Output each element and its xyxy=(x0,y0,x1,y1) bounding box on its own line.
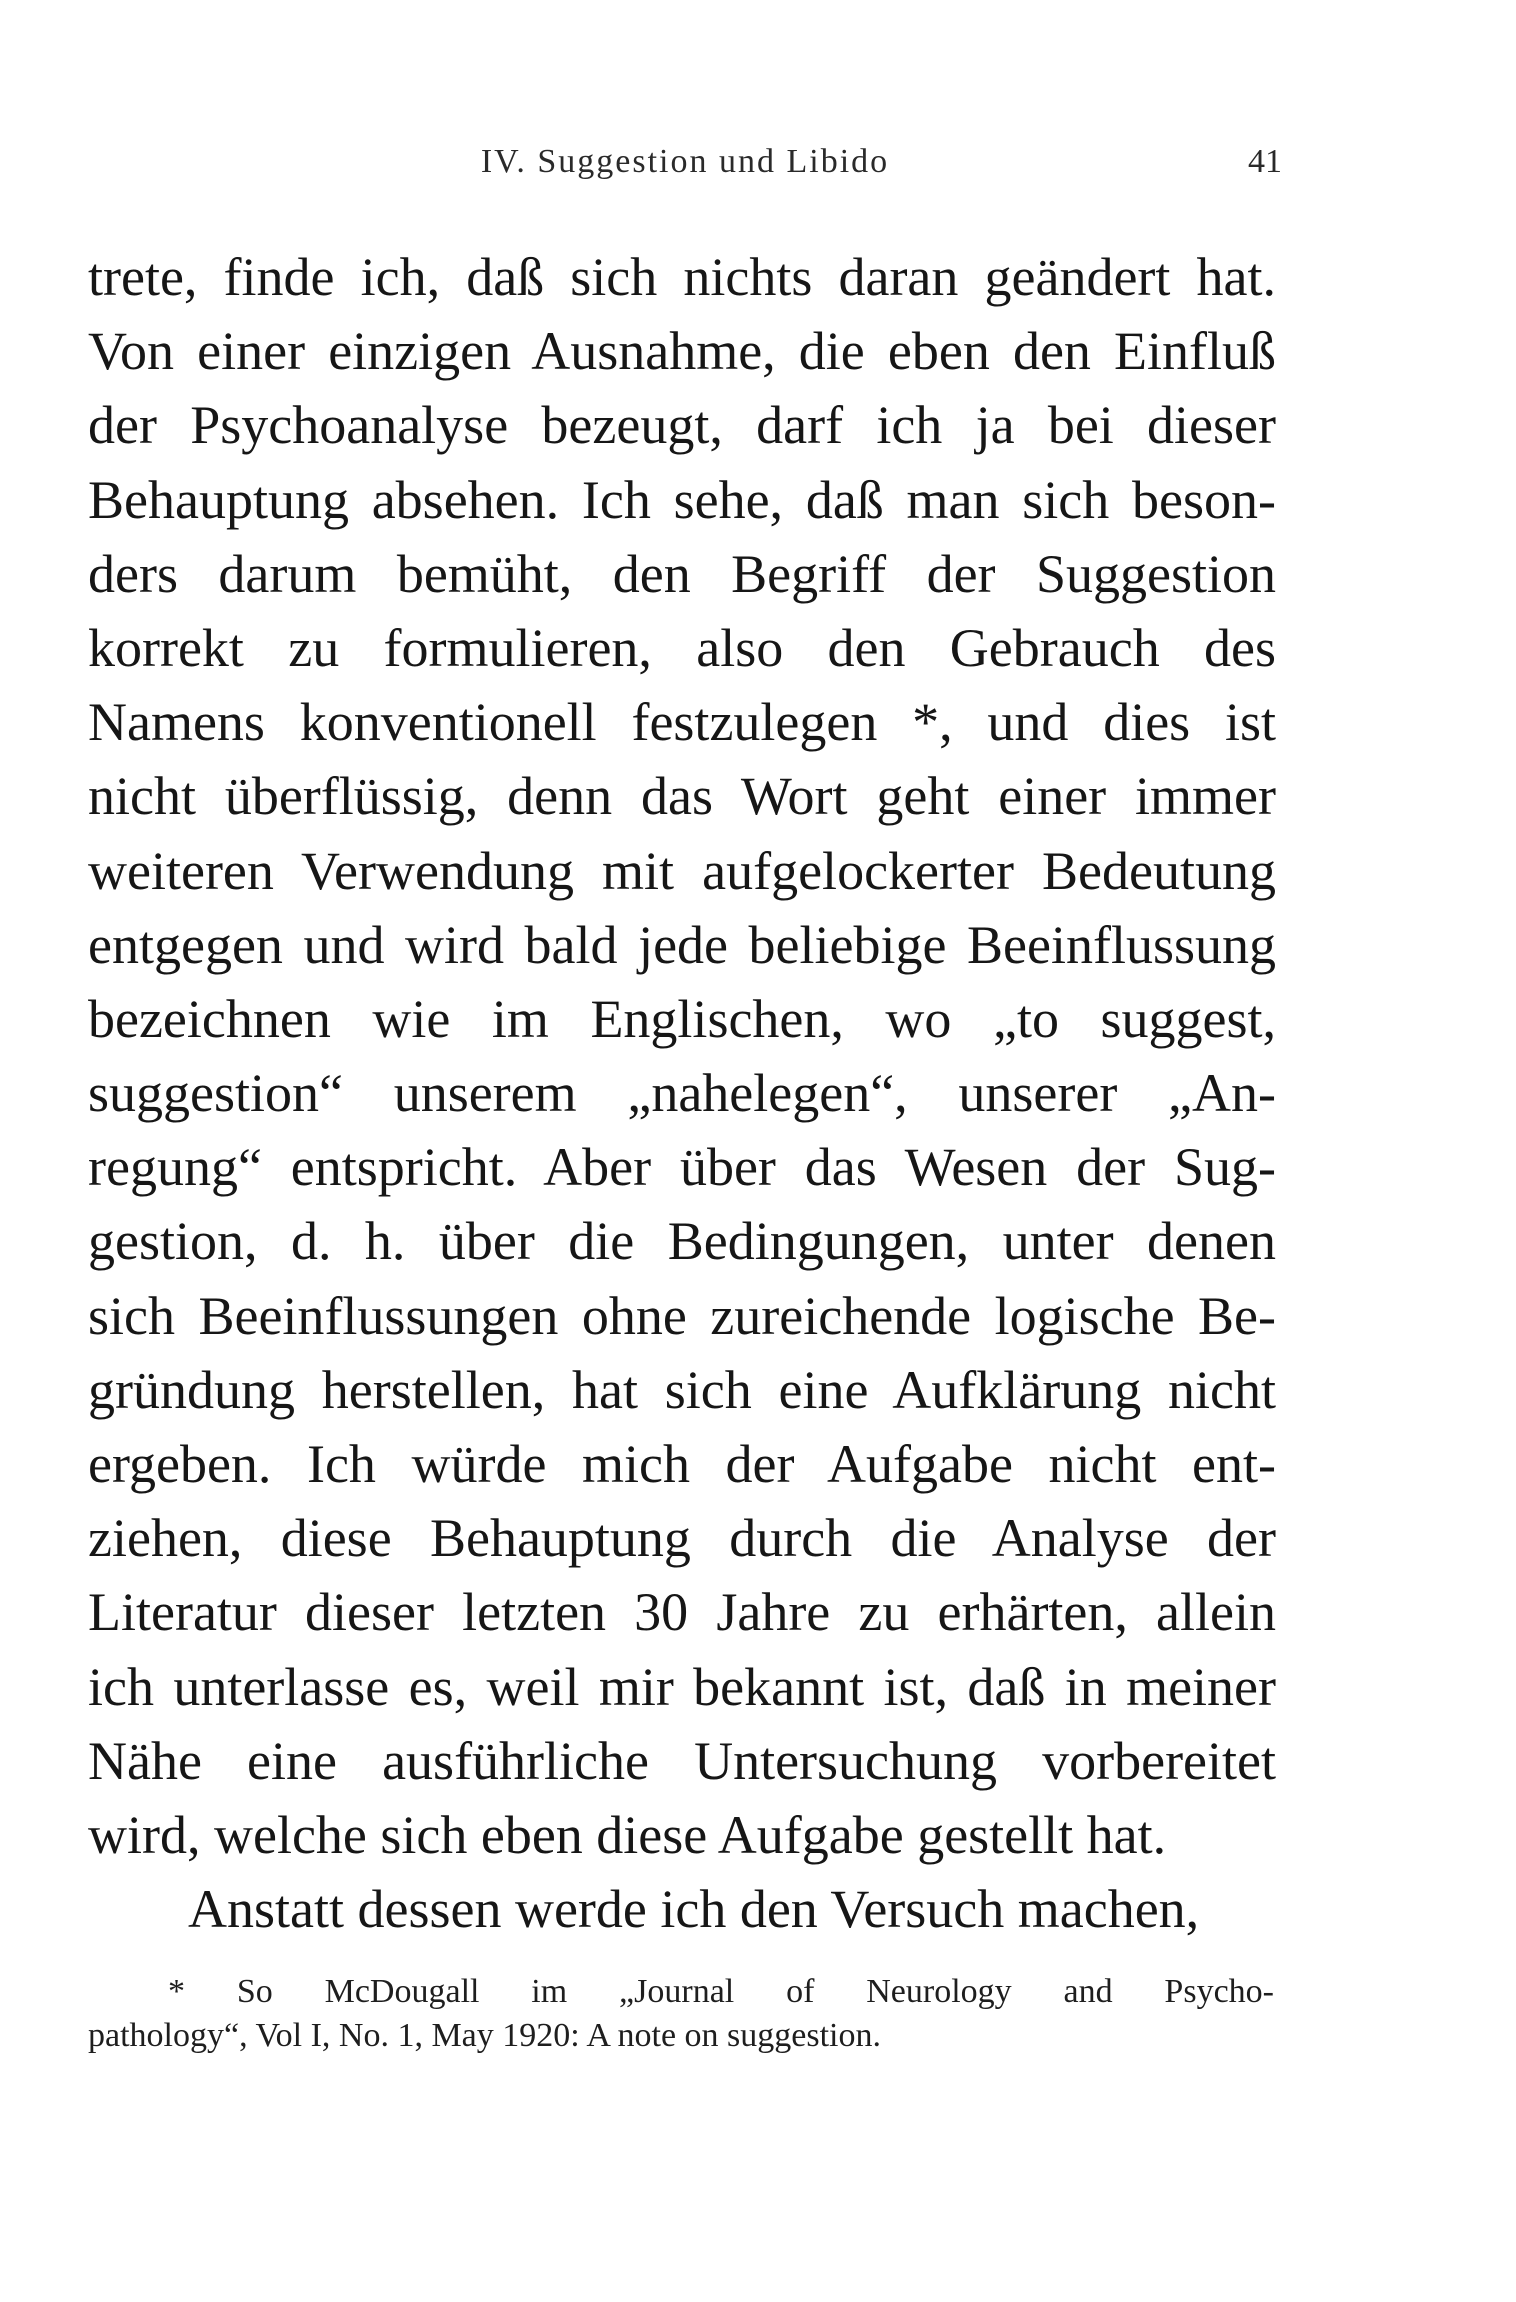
text-line-paragraph-start: Anstatt dessen werde ich den Versuch machen, xyxy=(188,1879,1200,1940)
text-line: Namens konventionell festzulegen *, und dies ist xyxy=(88,692,1276,753)
text-line: suggestion“ unserem „nahelegen“, unserer „An- xyxy=(88,1063,1276,1124)
text-line: gestion, d. h. über die Bedingungen, unter denen xyxy=(88,1211,1276,1272)
footnote-line: pathology“, Vol I, No. 1, May 1920: A note on suggestion. xyxy=(88,2017,882,2054)
text-line: wird, welche sich eben diese Aufgabe gestellt hat. xyxy=(88,1804,1167,1865)
text-line: bezeichnen wie im Englischen, wo „to suggest, xyxy=(88,988,1276,1049)
text-line: ergeben. Ich würde mich der Aufgabe nicht ent- xyxy=(88,1434,1276,1494)
text-line: gründung herstellen, hat sich eine Aufklärung nicht xyxy=(88,1359,1276,1420)
running-title: IV. Suggestion und Libido xyxy=(480,143,890,180)
body-text xyxy=(88,240,1276,1946)
text-line: ich unterlasse es, weil mir bekannt ist, daß in meiner xyxy=(88,1656,1276,1717)
footnote-line: * So McDougall im „Journal of Neurology and Psycho- xyxy=(168,1973,1274,2010)
text-line: nicht überflüssig, denn das Wort geht einer immer xyxy=(88,766,1276,827)
text-line: ziehen, diese Behauptung durch die Analyse der xyxy=(88,1508,1276,1569)
text-line: regung“ entspricht. Aber über das Wesen der Sug- xyxy=(88,1137,1276,1198)
footnote xyxy=(88,1970,1274,2058)
text-line: Behauptung absehen. Ich sehe, daß man sich beson- xyxy=(88,469,1276,530)
text-line: sich Beeinflussungen ohne zureichende logische Be- xyxy=(88,1285,1276,1346)
text-line: korrekt zu formulieren, also den Gebrauch des xyxy=(88,617,1276,678)
text-line: Von einer einzigen Ausnahme, die eben den Einfluß xyxy=(88,321,1276,382)
text-line: der Psychoanalyse bezeugt, darf ich ja bei dieser xyxy=(88,395,1276,456)
text-line: Nähe eine ausführliche Untersuchung vorbereitet xyxy=(88,1730,1276,1791)
running-head xyxy=(90,138,1280,188)
text-line: weiteren Verwendung mit aufgelockerter Bedeutung xyxy=(88,840,1276,901)
text-line: entgegen und wird bald jede beliebige Beeinflussung xyxy=(88,914,1276,975)
text-line: trete, finde ich, daß sich nichts daran geändert hat. xyxy=(88,247,1276,307)
text-line: Literatur dieser letzten 30 Jahre zu erhärten, allein xyxy=(88,1582,1276,1643)
page-number: 41 xyxy=(1248,143,1282,180)
text-line: ders darum bemüht, den Begriff der Suggestion xyxy=(88,543,1276,604)
